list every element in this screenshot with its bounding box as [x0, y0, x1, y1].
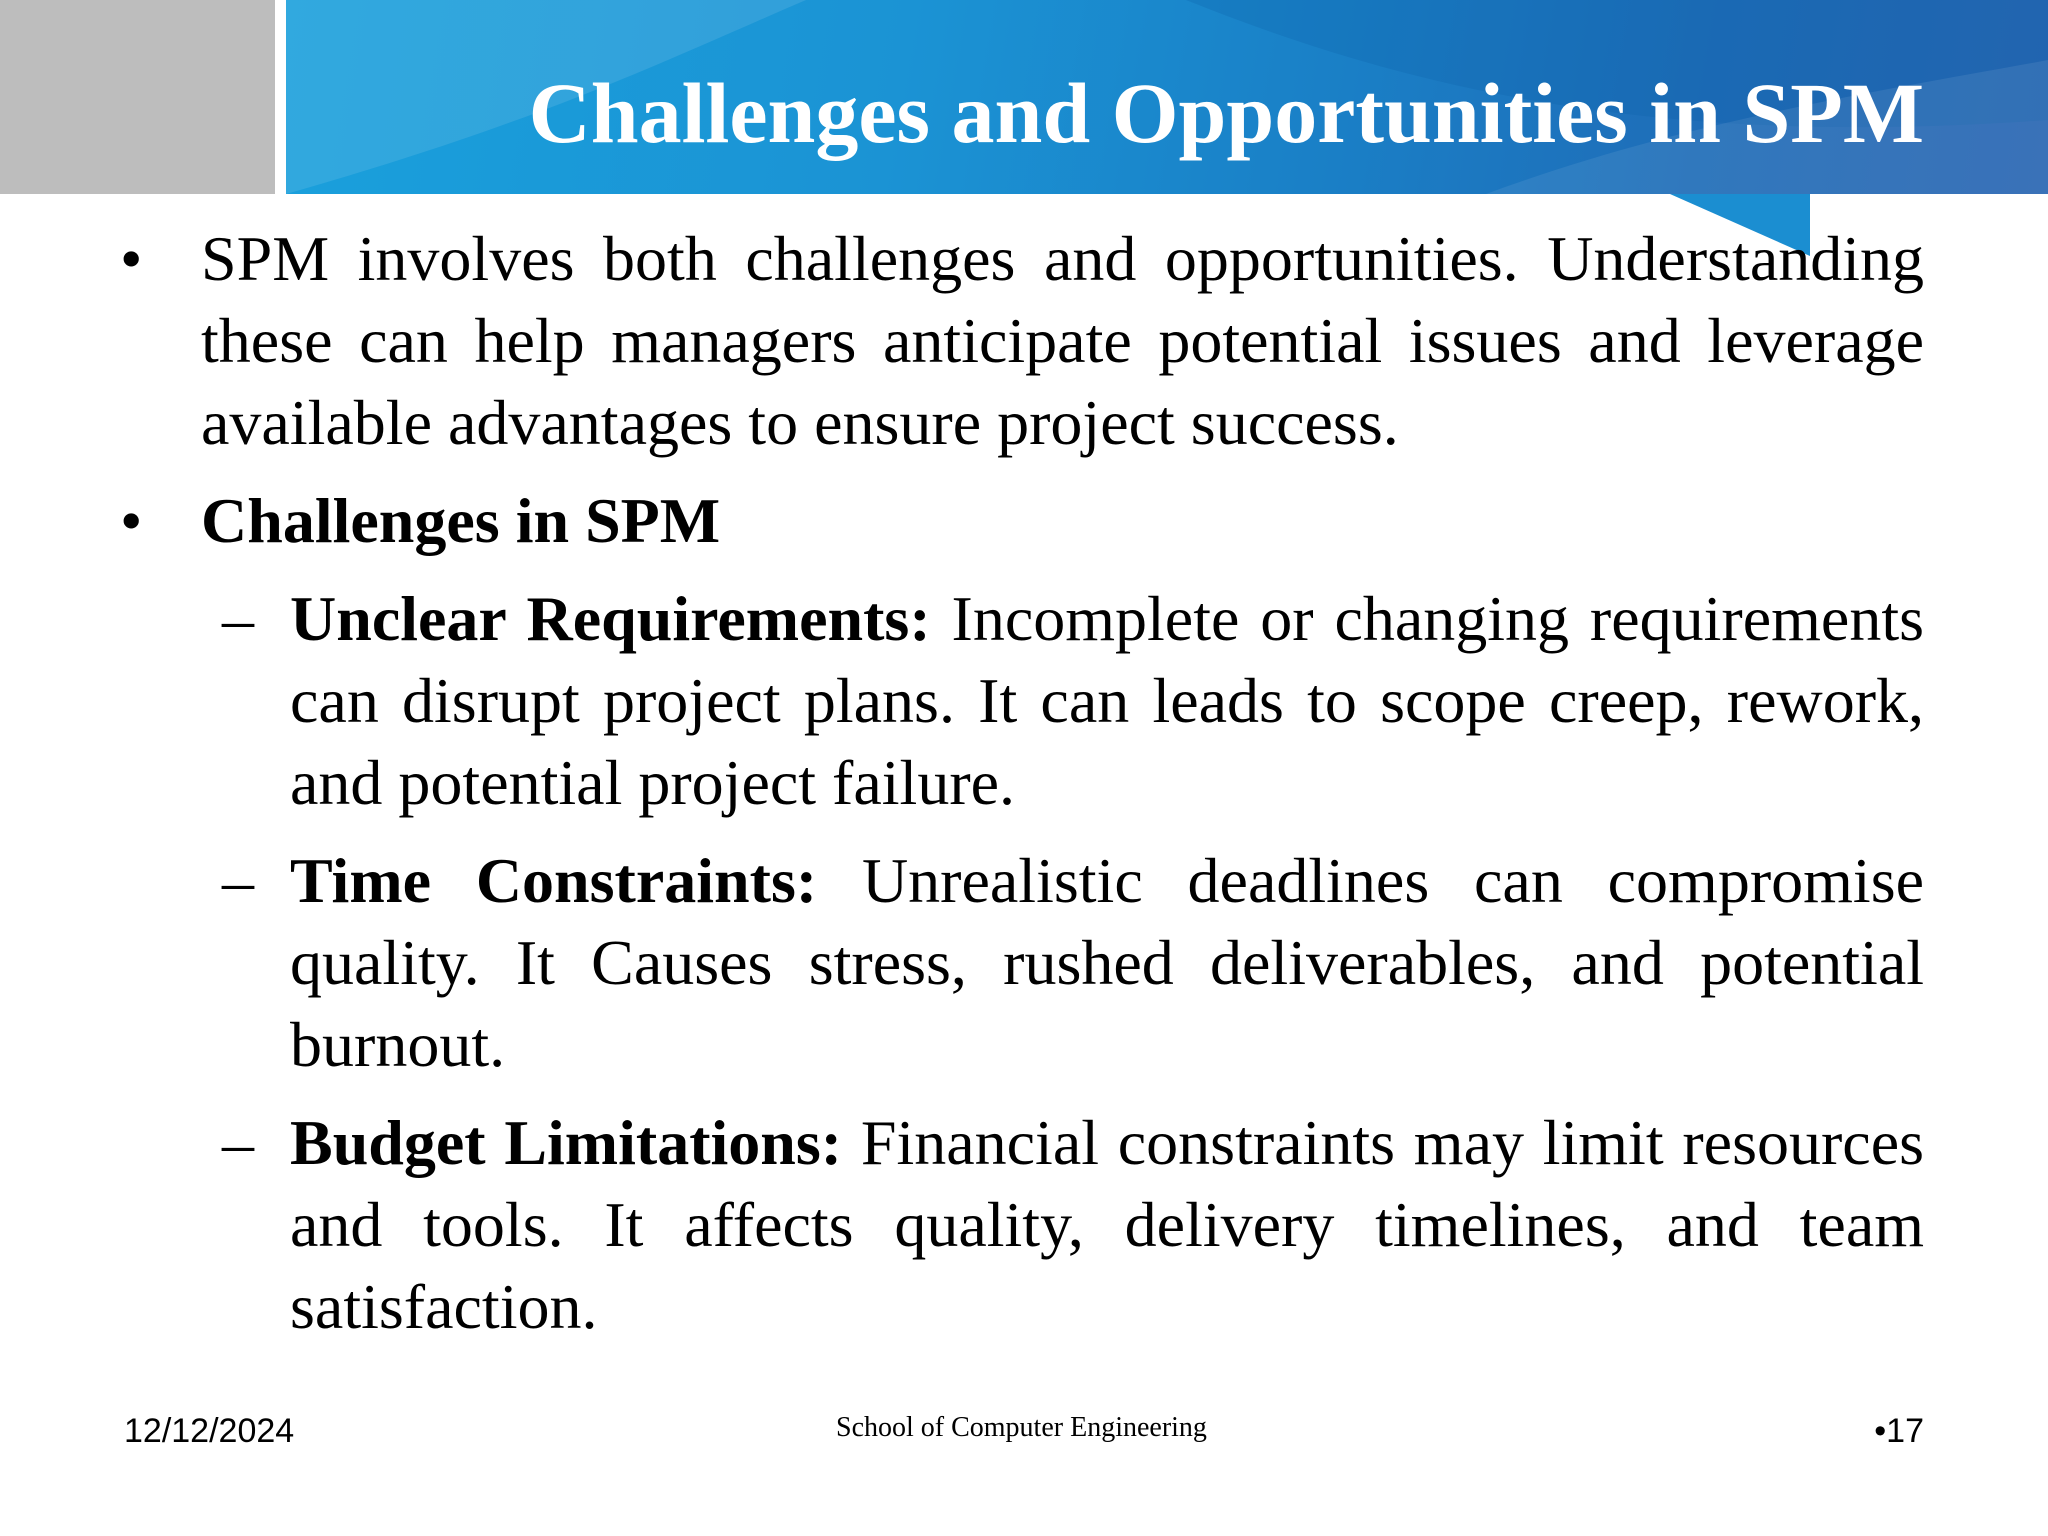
sub-item-budget-limitations — [120, 1102, 1924, 1348]
sub-item-text: Unrealistic deadlines can compromise quality. It Causes stress, rushed deliverables, and potential burnout. — [290, 845, 1925, 1080]
sub-item-term: Unclear Requirements: — [290, 583, 931, 654]
bullet-intro — [120, 218, 1924, 464]
bullet-marker: • — [120, 485, 143, 556]
sub-item-term: Time Constraints: — [290, 845, 818, 916]
challenges-heading-text: Challenges in SPM — [201, 485, 721, 556]
bullet-marker: • — [120, 223, 143, 294]
dash-marker: – — [222, 1107, 254, 1178]
content-area — [120, 218, 1924, 1364]
slide-title: Challenges and Opportunities in SPM — [528, 65, 1924, 161]
sub-item-unclear-requirements — [120, 578, 1924, 824]
footer-page-number: •17 — [1874, 1412, 1924, 1450]
dash-marker: – — [222, 583, 254, 654]
footer-school: School of Computer Engineering — [836, 1412, 1207, 1443]
sub-item-term: Budget Limitations: — [290, 1107, 843, 1178]
sub-item-time-constraints — [120, 840, 1924, 1086]
footer-date: 12/12/2024 — [124, 1412, 295, 1450]
bullet-challenges-heading — [120, 480, 1924, 562]
dash-marker: – — [222, 845, 254, 916]
sub-item-text: Incomplete or changing requirements can disrupt project plans. It can leads to scope creep, rework, and potential project failure. — [290, 583, 1924, 818]
header-gray-block — [0, 0, 275, 194]
bullet-intro-text: SPM involves both challenges and opportunities. Understanding these can help managers anticipate potential issues and leverage available advantages to ensure project success. — [201, 223, 1924, 458]
sub-item-text: Financial constraints may limit resources and tools. It affects quality, delivery timelines, and team satisfaction. — [290, 1107, 1925, 1342]
